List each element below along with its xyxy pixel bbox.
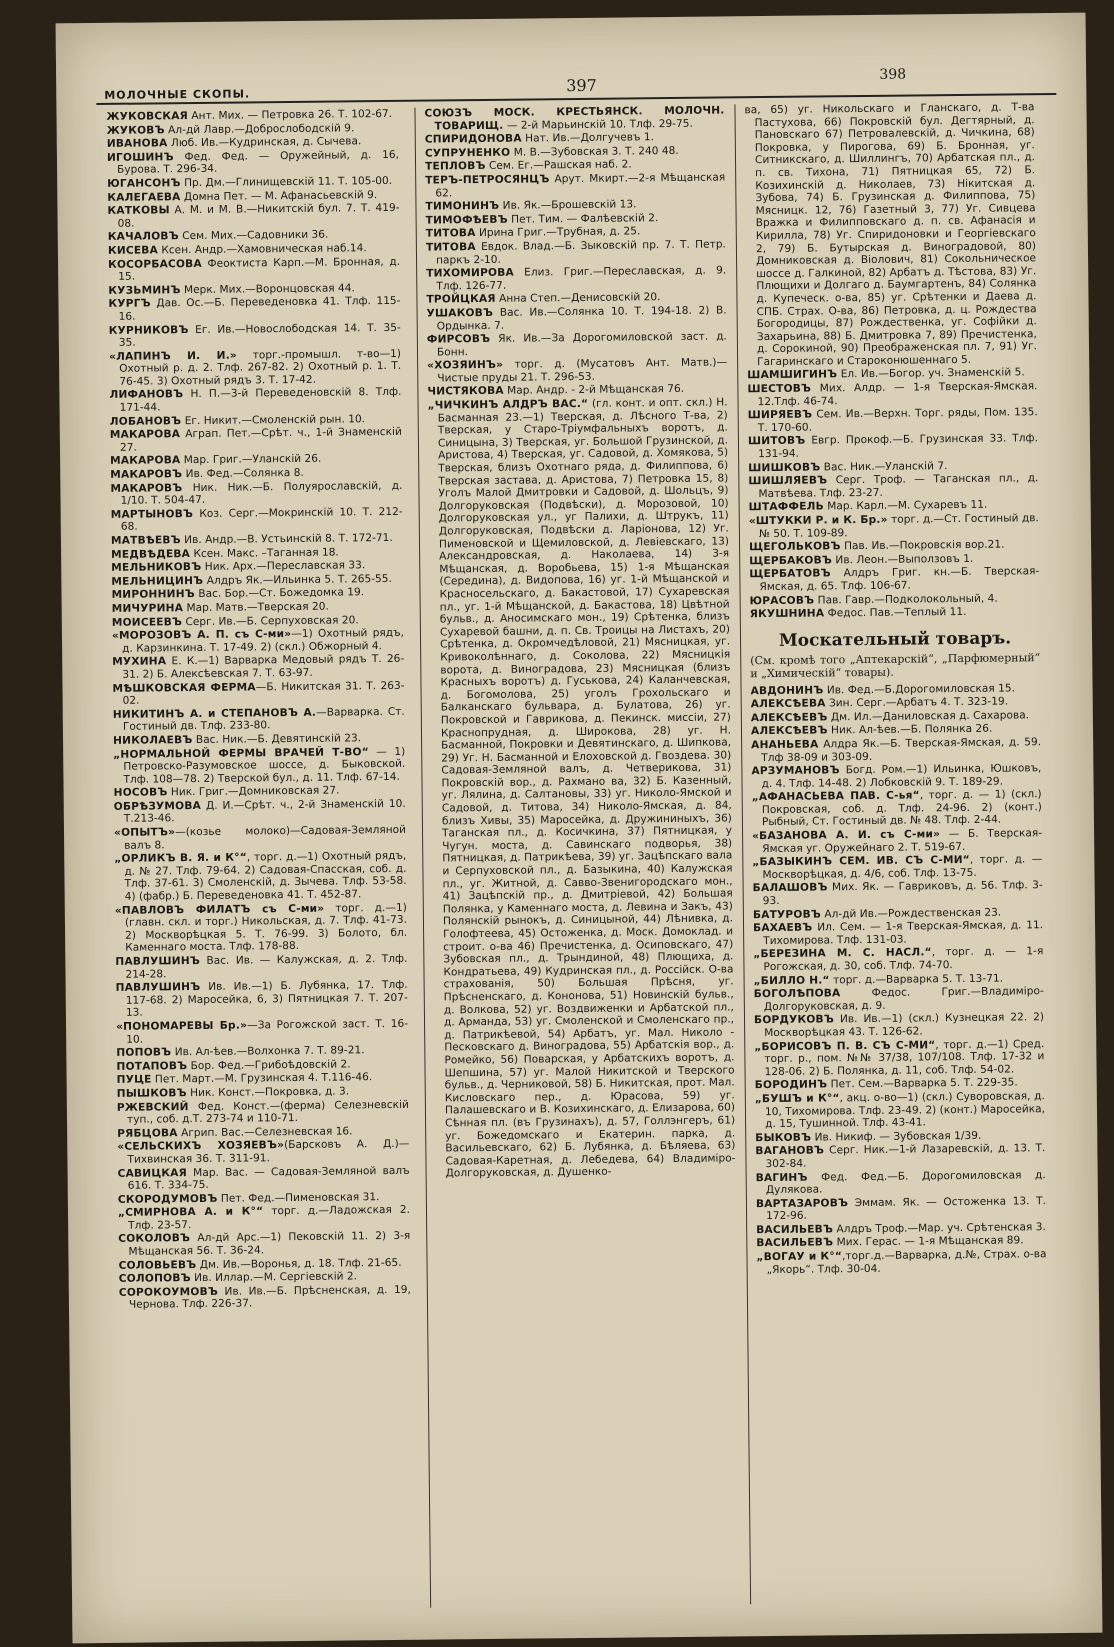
- entry-details: —Б. Никитская 31. Т. 263-02.: [122, 679, 405, 707]
- entry-name: ЖУКОВСКАЯ: [106, 110, 189, 123]
- entry-name: „ВОГАУ и К°“: [756, 1250, 843, 1264]
- entry-name: ЛИФАНОВЪ: [109, 388, 184, 402]
- directory-entry: [118, 1230, 410, 1258]
- entry-details: торг. д. (Мусатовъ Ант. Матв.)—Чистые пруды 21. Т. 296-53.: [437, 356, 728, 385]
- entry-name: КУРГЪ: [108, 297, 151, 311]
- entry-details: М. В.—Зубовская 3. Т. 240 48.: [510, 144, 679, 159]
- entry-details: Алдра Як.—Б. Тверская-Ямская, д. 59. Тлф 38-09 и 303-09.: [761, 736, 1042, 764]
- directory-entry: [109, 348, 401, 389]
- directory-column-3-continued: [744, 101, 1039, 621]
- entry-name: СОЛОПОВЪ: [118, 1272, 191, 1286]
- entry-details: Ив. Ал-ѣев.—Волхонка 7. Т. 89-21.: [171, 1044, 365, 1059]
- entry-name: „БИЛЛО Н.“: [753, 973, 830, 987]
- entry-details: Пет. Сем.—Варварка 5. Т. 229-35.: [827, 1076, 1018, 1091]
- entry-name: РЖЕВСКИЙ: [116, 1100, 189, 1114]
- entry-details: Богд. Ром.—1) Ильинка, Юшковъ, д. 4. Тлф. 14-48. 2) Лобковскій 9. Т. 189-29.: [761, 762, 1042, 790]
- entry-details: Ег. Ив.—Новослободская 14. Т. 35-35.: [118, 321, 401, 349]
- entry-name: ТИМОНИНЪ: [425, 199, 500, 213]
- entry-name: ПОТАПОВЪ: [116, 1059, 188, 1073]
- entry-details: Аграп. Пет.—Срѣт. ч., 1-й Знаменскій 27.: [119, 426, 402, 454]
- entry-details: —1) Охотный рядъ, д. Карзинкина. Т. 17-49. 2) (скл.) Обжорный 4.: [122, 626, 405, 655]
- entry-details: Пет. Март.—М. Грузинская 4. Т.116-46.: [151, 1071, 373, 1086]
- entry-name: «ОПЫТЪ»: [113, 826, 176, 839]
- entry-name: ЩЕГОЛЬКОВЪ: [749, 540, 841, 554]
- entry-name: КУЗЬМИНЪ: [108, 283, 181, 297]
- entry-name: «СЕЛЬСКИХЪ ХОЗЯЕВЪ»: [117, 1139, 285, 1154]
- directory-entry: [753, 946, 1043, 974]
- entry-name: МАРТЫНОВЪ: [110, 507, 194, 521]
- entry-details: Федос. Пав.—Теплый 11.: [824, 606, 967, 620]
- entry-name: БЫКОВЪ: [755, 1131, 812, 1144]
- entry-name: ОБРѢЗУМОВА: [113, 799, 202, 813]
- directory-entry: [114, 850, 407, 903]
- entry-details: Мар. Вас. — Садовая-Земляной валъ 616. Т. 334-75.: [127, 1164, 410, 1192]
- entry-name: «ХОЗЯИНЪ»: [427, 359, 504, 372]
- entry-name: БАЛАШОВЪ: [752, 881, 828, 895]
- entry-details: Ирина Григ.—Трубная, д. 25.: [475, 225, 641, 240]
- entry-name: „БОРИСОВЪ П. В. СЪ С-МИ“: [754, 1038, 936, 1053]
- entry-details: Ив. Ив.—1) (скл.) Кузнецкая 22. 2) Москворѣцкая 43. Т. 126-62.: [764, 1011, 1045, 1040]
- entry-details: Алдръ Григ. кн.—Б. Тверская-Ямская, д. 65. Тлф. 106-67.: [759, 565, 1040, 594]
- entry-name: СКОРОДУМОВЪ: [117, 1192, 218, 1206]
- entry-name: МѢШКОВСКАЯ ФЕРМА: [112, 680, 256, 695]
- directory-entry: [428, 396, 736, 1180]
- entry-name: МЕДВѢДЕВА: [111, 547, 191, 561]
- entry-name: САВИЦКАЯ: [117, 1166, 188, 1180]
- entry-name: «ПАВЛОВЪ ФИЛАТЪ съ С-ми»: [114, 902, 325, 917]
- entry-name: СОКОЛОВЪ: [118, 1232, 191, 1246]
- entry-name: „СМИРНОВА А. и К°“: [117, 1205, 264, 1220]
- directory-entry: [749, 512, 1039, 540]
- directory-entry: [118, 1164, 410, 1192]
- entry-details: Ив. Ив.—1) Б. Лубянка, 17. Тлф. 117-68. 2) Маросейка, 6, 3) Пятницкая 7. Т. 207-13.: [125, 978, 408, 1020]
- entry-details: , торг. д.—1) Охотный рядъ, д. № 27. Тлф. 79-64. 2) Садовая-Спасская, соб. д. Тлф. 37-61. 3) Смоленскій, д. Зычева. Тлф. 53-58. 4) (фабр.) Б. Переведеновка 41. Т. 452-87.: [124, 850, 407, 903]
- entry-name: КАЛЕГАЕВА: [107, 190, 181, 204]
- entry-details: — Б. Тверская-Ямская уг. Оружейнаго 2. Т. 519-67.: [762, 827, 1043, 855]
- entry-name: «ЛАПИНЪ И. И.»: [108, 349, 237, 363]
- entry-details: Вас. Ник.—Уланскій 7.: [820, 459, 948, 474]
- entry-name: ВАСИЛЬЕВЪ: [756, 1236, 834, 1250]
- directory-entry: [116, 1018, 408, 1046]
- entry-details: Ив. Фед.—Солянка 8.: [182, 466, 304, 481]
- entry-name: АЛЕКСѢЕВА: [750, 697, 826, 711]
- entry-details: Ив. Фед.—Б.Дорогомиловская 15.: [823, 681, 1016, 696]
- entry-name: КУРНИКОВЪ: [108, 323, 189, 337]
- entry-details: Ег. Никит.—Смоленскій рын. 10.: [181, 412, 366, 427]
- directory-entry: [114, 798, 406, 826]
- entry-details: Мар. Карл.—М. Сухаревъ 11.: [823, 499, 988, 513]
- entry-details: Ив. Андр.—В. Устьинскій 8. Т. 172-71.: [180, 531, 393, 547]
- directory-entry: [111, 506, 403, 534]
- directory-entry: [109, 321, 401, 349]
- entry-name: ТРОЙЦКАЯ: [426, 293, 496, 306]
- entry-details: торг. д.—Ст. Гостиный дв. № 50. Т. 109-89.: [758, 512, 1039, 540]
- entry-details: Ксен. Макс. –Таганная 18.: [189, 546, 339, 560]
- entry-name: ТИХОМИРОВА: [426, 266, 514, 280]
- directory-entry: [113, 706, 405, 734]
- entry-name: «ПОНОМАРЕВЫ Бр.»: [115, 1019, 248, 1033]
- entry-details: Агрип. Вас.—Селезневская 16.: [177, 1125, 353, 1139]
- entry-details: Д. И.—Срѣт. ч., 2-й Знаменскій 10. Т.213-46.: [123, 797, 406, 826]
- entry-name: ШАМШИГИНЪ: [747, 368, 838, 382]
- entry-name: „БАЗЫКИНЪ СЕМ. ИВ. СЪ С-МИ“: [752, 854, 970, 869]
- entry-name: ВАГАНОВЪ: [755, 1144, 825, 1158]
- entry-details: , торг. д. — 1) (скл.) Покровская, соб. д. Тлф. 24-96. 2) (конт.) Рыбный, Ст. Гостиный дв. № 48. Тлф. 2-44.: [761, 788, 1042, 829]
- entry-name: АЛЕКСѢЕВЪ: [750, 724, 828, 738]
- directory-entry: [426, 265, 726, 293]
- entry-name: ШИШКОВЪ: [748, 461, 821, 474]
- entry-name: ШИШЛЯЕВЪ: [748, 474, 828, 488]
- entry-details: Ив. Як.—Брошевскій 13.: [499, 198, 637, 212]
- entry-details: Фед. Фед.—Б. Дорогомиловская д. Дулякова.: [765, 1168, 1046, 1197]
- directory-entry: [753, 919, 1043, 947]
- directory-entry: [747, 380, 1037, 408]
- entry-details: А. М. и М. В.—Никитскій бул. 7. Т. 419-08.: [117, 202, 400, 230]
- entry-name: «МОРОЗОВЪ А. П. съ С-ми»: [111, 628, 292, 643]
- entry-name: МАКАРОВА: [109, 428, 181, 442]
- entry-details: торг. д.—Ладожская 2. Тлф. 23-57.: [128, 1204, 411, 1232]
- entry-name: „АФАНАСЬЕВА ПАВ. С-ья“: [751, 789, 920, 804]
- entry-details: Н. П.—3-й Переведеновскій 8. Тлф. 171-44.: [119, 386, 402, 414]
- entry-details: торг. д.—Варварка 5. Т. 13-71.: [829, 972, 1004, 986]
- entry-name: «ШТУККИ Р. и К. Бр.»: [748, 513, 888, 528]
- directory-entry: [751, 736, 1041, 764]
- entry-details: Мар. Григ.—Уланскій 26.: [180, 453, 322, 467]
- directory-entry: [427, 304, 727, 332]
- directory-entry: [114, 824, 406, 852]
- entry-details: —(козье молоко)—Садовая-Земляной валъ 8.: [124, 823, 407, 852]
- entry-details: Як. Ив.—За Дорогомиловской заст. д. Бонн.: [436, 330, 727, 359]
- entry-details: Мар. Матв.—Тверская 20.: [183, 600, 329, 615]
- entry-name: ИВАНОВА: [106, 137, 168, 151]
- directory-entry: [425, 171, 725, 199]
- entry-name: ПАВЛУШИНЪ: [115, 981, 201, 995]
- directory-entry: [749, 566, 1039, 594]
- directory-column-3: [744, 101, 1046, 1277]
- entry-name: ТЕПЛОВЪ: [425, 160, 486, 173]
- entry-details: Ив. Иллар.—М. Сергіевскій 2.: [190, 1270, 358, 1285]
- entry-name: МЕЛЬНИЦИНЪ: [111, 574, 204, 588]
- directory-entry: [752, 827, 1042, 855]
- entry-name: „ОРЛИКЪ В. Я. и К°“: [114, 851, 247, 866]
- directory-entry: [756, 1195, 1046, 1223]
- entry-name: ПЫШКОВЪ: [116, 1087, 187, 1100]
- entry-details: Алдръ Як.—Ильинка 5. Т. 265-55.: [203, 572, 392, 587]
- entry-details: Сем. Ив.—Верхн. Торг. ряды, Пом. 135. Т. 170-60.: [757, 406, 1038, 434]
- entry-details: Ник. Конст.—Покровка, д. 3.: [186, 1085, 350, 1100]
- entry-name: КАЧАЛОВЪ: [107, 230, 179, 244]
- entry-name: ШТАФФЕЛЬ: [748, 500, 824, 514]
- entry-details: Федос. Григ.—Владиміро-Долгоруковская, д. 9.: [763, 985, 1044, 1013]
- entry-details: Сем. Мих.—Садовники 36.: [178, 228, 329, 243]
- directory-column-2: [424, 104, 735, 1181]
- entry-name: КИСЕВА: [107, 244, 159, 257]
- entry-name: МАКАРОВА: [110, 454, 181, 468]
- entry-name: СОЛОВЬЕВЪ: [118, 1258, 197, 1272]
- entry-name: „НОРМАЛЬНОЙ ФЕРМЫ ВРАЧЕЙ Т-ВО“: [113, 745, 369, 761]
- entry-details: Ник. Григ.—Домниковская 27.: [167, 784, 340, 799]
- entry-name: ТИТОВА: [425, 240, 476, 254]
- directory-entry: [755, 1090, 1045, 1131]
- entry-details: Евдок. Влад.—Б. Зыковскій пр. 7. Т. Петр. паркъ 2-10.: [435, 238, 726, 266]
- entry-name: АЛЕКСѢЕВЪ: [750, 711, 828, 724]
- entry-name: ЖУКОВЪ: [106, 123, 165, 137]
- directory-entry: [112, 679, 404, 707]
- entry-name: ПУЦЕ: [116, 1073, 152, 1087]
- directory-entry: [116, 979, 408, 1020]
- directory-entry: [744, 101, 1037, 368]
- directory-entry: [110, 479, 402, 507]
- entry-name: ВАСИЛЬЕВЪ: [756, 1223, 834, 1237]
- entry-details: Мар. Андр. - 2-й Мѣщанская 76.: [503, 383, 685, 398]
- directory-entry: [110, 426, 402, 454]
- directory-entry: [750, 605, 1040, 621]
- entry-name: ТЕРЪ-ПЕТРОСЯНЦЪ: [425, 173, 550, 187]
- entry-details: — 2-й Марьинскій 10. Тлф. 29-75.: [503, 117, 693, 132]
- directory-entry: [748, 433, 1038, 461]
- running-head: МОЛОЧНЫЕ СКОПЫ.: [104, 87, 251, 102]
- entry-details: Мих. Алдр. — 1-я Тверская-Ямская. 12.Тлф. 46-74.: [757, 380, 1038, 408]
- entry-name: ЩЕРБАТОВЪ: [749, 567, 831, 581]
- directory-entry: [117, 1098, 409, 1126]
- directory-entry: [112, 627, 404, 655]
- entry-details: Алдръ Троф.—Мар. уч. Срѣтенская 3.: [833, 1221, 1046, 1236]
- entry-details: Серг. Троф. — Таганская пл., д. Матвѣева. Тлф. 23-27.: [758, 472, 1039, 500]
- entry-name: КАТКОВЫ: [107, 204, 170, 218]
- entry-name: ТИТОВА: [425, 227, 476, 240]
- directory-entry: [108, 295, 400, 323]
- entry-details: , торг. д. — 1-я Рогожская, д. 30, соб. Тлф. 74-70.: [763, 945, 1044, 974]
- entry-details: Ант. Мих. — Петровка 26. Т. 102-67.: [187, 107, 393, 123]
- directory-entry: [753, 880, 1043, 908]
- entry-name: ШИТОВЪ: [747, 435, 806, 448]
- entry-details: Ник. Ник.—Б. Полуярославскій, д. 1/10. Т. 504-47.: [120, 479, 403, 508]
- entry-name: БАХАЕВЪ: [752, 921, 813, 935]
- entry-name: РЯБЦОВА: [117, 1126, 178, 1140]
- entry-details: Эммам. Як. — Остоженка 13. Т. 172-96.: [766, 1194, 1046, 1223]
- directory-entry: [107, 202, 399, 230]
- entry-name: «БАЗАНОВА А. И. съ С-ми»: [752, 828, 941, 843]
- entry-details: Дм. Ил.—Даниловская д. Сахарова.: [827, 708, 1030, 724]
- directory-entry: [424, 104, 724, 132]
- entry-details: Пав. Ив.—Покровскія вор.21.: [840, 538, 1005, 553]
- entry-name: ЯКУШНИНА: [749, 607, 825, 621]
- entry-name: МОИСЕЕВЪ: [111, 615, 183, 629]
- entry-name: БАТУРОВЪ: [752, 908, 822, 921]
- entry-details: Ник. Ал-ѣев.—Б. Полянка 26.: [827, 722, 993, 737]
- directory-entry: [426, 238, 726, 266]
- entry-name: МАТВѢЕВЪ: [110, 534, 181, 547]
- entry-name: МАКАРОВЪ: [110, 468, 183, 481]
- directory-column-1: [106, 108, 411, 1313]
- directory-entry: [107, 149, 399, 177]
- entry-details: Ник. Арх.—Переславская 33.: [201, 559, 366, 574]
- entry-details: Ив. Никиф. — Зубовская 1/39.: [811, 1129, 982, 1144]
- entry-name: ТИМОФѢЕВЪ: [425, 213, 508, 227]
- entry-details: —Варварка. Ст. Гостиный дв. Тлф. 233-80.: [122, 705, 405, 734]
- entry-details: Фед. Конст.—(ферма) Селезневскій туп., соб. д.Т. 273-74 и 110-71.: [126, 1098, 409, 1126]
- entry-name: ЛОБАНОВЪ: [109, 414, 182, 428]
- entry-details: Бор. Фед.—Грибоѣдовскій 2.: [187, 1058, 351, 1072]
- entry-name: ЩЕРБАКОВЪ: [749, 554, 833, 567]
- entry-details: Ел. Ив.—Богор. уч. Знаменскій 5.: [837, 366, 1025, 381]
- entry-details: Пр. Дм.—Глинищевскій 11. Т. 105-00.: [180, 174, 393, 190]
- entry-details: Ив. Ив.—Б. Прѣсненская, д. 19, Чернова. Тлф. 226-37.: [128, 1283, 411, 1312]
- entry-details: Евгр. Прокоф.—Б. Грузинская 33. Тлф. 131-94.: [758, 432, 1039, 461]
- entry-details: Вас. Ив. — Калужская, д. 2. Тлф. 214-28.: [125, 952, 408, 981]
- entry-name: КОСОРБАСОВА: [108, 257, 202, 271]
- entry-name: ШЕСТОВЪ: [747, 382, 812, 396]
- entry-details: Ил. Сем. — 1-я Тверская-Ямская, д. 11. Тихомирова. Тлф. 131-03.: [763, 919, 1044, 947]
- entry-name: „БУШЪ и К°“: [754, 1092, 840, 1106]
- entry-name: ИГОШИНЪ: [106, 150, 174, 164]
- entry-details: Мих. Герас. — 1-я Мѣщанская 89.: [833, 1234, 1024, 1249]
- directory-entry: [119, 1284, 411, 1312]
- entry-name: ПОПОВЪ: [116, 1046, 172, 1060]
- entry-details: Е. К.—1) Варварка Медовый рядъ Т. 26-31. 2) Б. Алексѣевская 7. Т. 63-97.: [122, 653, 405, 681]
- entry-details: (Барсковъ А. Д.)—Тихвинская 36. Т. 311-91.: [127, 1138, 410, 1166]
- entry-details: Анна Степ.—Денисовскій 20.: [495, 291, 661, 306]
- directory-entry: [754, 985, 1044, 1013]
- entry-details: Мих. Як. — Гавриковъ, д. 56. Тлф. 3-93.: [762, 879, 1043, 908]
- entry-details: ва, 65) уг. Никольскаго и Гланскаго, д. Т-ва Пастухова, 66) Покровскій бул. Дегтярный, д. Пановскаго 67) Петровалевскій, д. Чичкина, 68) Покровка, у Пирогова, 69) Б. Бронная, уг. Ситникскаго, д. Шиллингъ, 70) Арбатская пл., д. п. св. Тихона, 71) Пятницкая 65, 72) Б. Козихинскій д. Николаев, 73) Нікитская д. Зубова, 74) Б. Грузинская д. Филиппова, 75) Мясницк. 12, 76) Газетный 3, 77) Уг. Сивцева Вражка и Филипповскаго д. п. св. Афанасія и Кирилла, 78) Уг. Спиридоновки и Георгіевскаго 2, 79) Б. Бутырская д. Виноградовой, 80) Домниковская д. Віолович, 81) Сокольническое шоссе д. Галкиной, 82) Арбатъ д. Тѣстова, 83) Уг. Плющихи и Долгаго д. Баумгартенъ, 84) Солянка д. Купеческ. о-ва, 85) уг. Срѣтенки и Даева д. СПБ. Страх. О-ва, 86) Петровка, д. ц. Рождества Богородицы, 87) Рождественка, уг. Софійки д. Захарьина, 88) Б. Дмитровка 7, 89) Пречистенка, д. Сорокиной, 90) Преображенская пл. 7, 91) Уг. Гагаринскаго и Староконюшеннаго 5.: [744, 101, 1038, 368]
- entry-details: Пет. Фед.—Пименовская 31.: [217, 1190, 380, 1205]
- entry-details: ,торг.д.—Варварка, д.№, Страх. о-ва „Якорь“. Тлф. 30-04.: [766, 1248, 1047, 1276]
- directory-entry: [112, 653, 404, 681]
- entry-details: Дав. Ос.—Б. Переведеновка 41. Тлф. 115-16.: [118, 295, 401, 323]
- section-entries: [751, 682, 1047, 1277]
- entry-name: НОСОВЪ: [113, 786, 168, 800]
- entry-name: АВДОНИНЪ: [750, 683, 824, 697]
- entry-name: ЮГАНСОНЪ: [107, 177, 181, 190]
- entry-details: Ал-дй Арс.—1) Пековскій 11. 2) 3-я Мѣщанская 56. Т. 36-24.: [128, 1230, 411, 1258]
- section-title: Москательный товаръ.: [778, 628, 1012, 651]
- entry-details: Дм. Ив.—Воронья, д. 18. Тлф. 21-65.: [196, 1256, 402, 1271]
- entry-name: „ЧИЧКИНЪ АЛДРЪ ВАС.“: [427, 397, 589, 412]
- page-number-right: 398: [879, 66, 907, 83]
- directory-entry: [115, 953, 407, 981]
- entry-name: СУПРУНЕНКО: [424, 146, 511, 160]
- directory-entry: [751, 762, 1041, 790]
- directory-entry: [756, 1169, 1046, 1197]
- entry-name: СПИРИДОНОВА: [424, 132, 522, 146]
- page-number-left: 397: [566, 75, 597, 96]
- entry-name: СОРОКОУМОВЪ: [118, 1285, 219, 1299]
- directory-entry: [115, 901, 408, 954]
- section-note: (См. кромѣ того „Аптекарскій“, „Парфюмерный“ и „Химическій“ товары).: [750, 651, 1041, 681]
- entry-name: АРЗУМАНОВЪ: [751, 764, 840, 778]
- entry-details: Феоктиста Карп.—М. Бронная, д. 15.: [118, 255, 401, 283]
- entry-details: Люб. Ив.—Кудринская, д. Сычева.: [167, 135, 362, 150]
- entry-details: Зин. Серг.—Арбатъ 4. Т. 323-19.: [825, 695, 1009, 710]
- entry-details: Мерк. Мих.—Воронцовская 44.: [180, 282, 355, 296]
- directory-entry: [117, 1138, 409, 1166]
- directory-entry: [754, 1012, 1044, 1040]
- entry-details: Ив. Леон.—Выползовъ 1.: [831, 552, 974, 567]
- book-page-spread: [56, 13, 1103, 1644]
- entry-details: , торг. д.—1) Сред. торг. р., пом. №№ 37/38, 107/108. Тлф. 17-32 и 128-06. 2) Б. Полянка, д. 11, соб. Тлф. 54-02.: [764, 1037, 1045, 1078]
- entry-name: БОРДУКОВЪ: [753, 1013, 835, 1027]
- entry-details: Ал-дй Лавр.—Доброслободскій 9.: [164, 121, 355, 136]
- entry-name: „БЕРЕЗИНА М. С. НАСЛ.“: [753, 946, 932, 961]
- entry-details: Пав. Гавр.—Подколокольный, 4.: [814, 592, 998, 607]
- entry-details: Пет. Тим. — Фалѣевскій 2.: [507, 211, 659, 226]
- entry-name: ВАРТАЗАРОВЪ: [755, 1196, 849, 1210]
- entry-details: Елиз. Григ.—Переславская, д. 9. Тлф. 126-77.: [436, 264, 727, 293]
- entry-details: , акц. о-во—1) (скл.) Суворовская, д. 10, Тихомирова. Тлф. 23-49. 2) (конт.) Маросейка, д. 15, Тушинной. Тлф. 43-41.: [764, 1090, 1046, 1131]
- entry-name: НИКИТИНЪ А. и СТЕПАНОВЪ А.: [112, 706, 317, 721]
- entry-details: Арут. Мкирт.—2-я Мѣщанская 62.: [435, 171, 726, 200]
- directory-entry: [754, 1038, 1044, 1079]
- entry-name: ШИРЯЕВЪ: [747, 408, 813, 422]
- entry-details: Сем. Ег.—Рашская наб. 2.: [485, 158, 632, 173]
- entry-name: ВАГИНЪ: [755, 1171, 808, 1184]
- directory-entry: [752, 788, 1042, 829]
- entry-name: БОРОДИНЪ: [754, 1078, 828, 1092]
- page-header: [96, 65, 1056, 105]
- entry-details: Коз. Серг.—Мокринскій 10. Т. 212-68.: [120, 505, 403, 534]
- entry-name: СОЮЗЪ МОСК. КРЕСТЬЯНСК. МОЛОЧН. ТОВАРИЩ.: [424, 104, 725, 133]
- entry-details: Вас. Ник.—Б. Девятинскій 23.: [192, 732, 362, 746]
- entry-details: Серг. Ник.—1-й Лазаревскій, д. 13. Т. 302-84.: [765, 1142, 1046, 1170]
- entry-details: Домна Пет. — М. Афанасьевскій 9.: [180, 188, 378, 203]
- directory-entry: [748, 406, 1038, 434]
- entry-name: МИРОННИНЪ: [111, 588, 196, 602]
- directory-entry: [752, 853, 1042, 881]
- entry-details: Вас. Бор.—Ст. Божедомка 19.: [194, 586, 365, 601]
- directory-entry: [113, 745, 405, 786]
- entry-name: АНАНЬЕВА: [751, 738, 819, 752]
- directory-entry: [755, 1142, 1045, 1170]
- directory-entry: [118, 1204, 410, 1232]
- entry-details: Фед. Фед. — Оружейный, д. 16, Бурова. Т. 296-34.: [117, 148, 400, 177]
- entry-details: Нат. Ив.—Долгучевъ 1.: [521, 131, 654, 145]
- entry-details: торг.-промышл. т-во—1) Охотный р. д. 2. Тлф. 267-82. 2) Охотный р. 1. Т. 76-45. 3) Охотный рядъ 3. Т. 17-42.: [119, 347, 402, 388]
- entry-name: МЕЛЬНИКОВЪ: [111, 561, 202, 575]
- entry-name: НИКОЛАЕВЪ: [112, 733, 193, 747]
- directory-entry: [427, 357, 727, 385]
- directory-entry: [427, 331, 727, 359]
- directory-entry: [108, 255, 400, 283]
- entry-name: УШАКОВЪ: [426, 306, 494, 320]
- entry-details: Ал-дй Ив.—Рождественская 23.: [820, 906, 1002, 921]
- directory-entry: [109, 386, 401, 414]
- entry-name: МУХИНА: [112, 655, 167, 669]
- directory-entry: [756, 1248, 1046, 1276]
- entry-name: МАКАРОВЪ: [110, 481, 183, 495]
- entry-details: , торг. д. —Москворѣцкая, д. 4/6, соб. Тлф. 13-75.: [762, 853, 1043, 881]
- entry-details: (гл. конт. и опт. скл.) Н. Басманная 23.—1) Тверская, д. Лѣсного Т-ва, 2) Тверская, у Старо-Тріумфальныхъ воротъ, д. Синицына, 3) Тверская, уг. Большой Грузинской, д. Аристова, 4) Тверская, уг. Садовой, д. Хомякова, 5) Тверская, близъ Охотнаго ряда, д. Филиппова, 6) Тверская застава, д. Аристова, 7) Петровка 15, 8) Уголъ Малой Дмитровки и Садовой, д. Шольцъ, 9) Долгоруковская (Подвѣски), д. Морозовой, 10) Долгоруковская ул., уг Палихи, д. Штрукъ, 11) Долгоруковская, Подвѣски д. Ларіонова, 12) Уг. Пименовской и Щемиловской, д. Левіевскаго, 13) Александровская, д. Наколаева, 14) 3-я Мѣщанская, д. Воробьева, 15) 1-я Мѣщанская (Середина), д. Видопова, 16) уг. 1-й Мѣщанской и Красносельскаго, д. Бакастовой, 17) Сухаревская пл., уг. 1-й Мѣщанской, д. Бакастова, 18) Цвѣтной бульв., д. Аносимскаго мон., 19) Срѣтенка, близъ Сухаревой башни, д. п. Св. Троицы на Листахъ, 20) Срѣтенка, д. Окромчедѣловой, 21) Мясницкая, уг. Кривоколѣннаго, д. Соколова, 22) Мясницкія ворота, д. Виноградова, 23) Мясницкая (близъ Красныхъ воротъ) д. Гуськова, 24) Каланчевская, д. Богомолова, 25) уголъ Грохольскаго и Балканскаго бульвара, д. Булатова, 26) уг. Покровской и Гавриковa, д. Пекинск. миссіи, 27) Краснопрудная, д. Широкова, 28) уг. Н. Басманной, Покровки и Девятинскаго, д. Шипкова, 29) Уг. Н. Басманной и Елоховской д. Гвоздева. 30) Садовая-Земляной валъ, д. Четверикова, 31) Покровскій вор., д. Рахмано ва, 32) Б. Казенный, уг. Лялина, д. Салтановы, 33) уг. Николо-Ямской и Садовой, д. Титова, 34) Николо-Ямская, д. 84, близъ Хивы, 35) Маросейка, д. Дружининыхъ, 36) Таганская пл., д. Косичкина, 37) Пятницкая, у Чугун. моста, д. Савинскаго подворья, 38) Пятницкая, д. Патрикѣева, 39) уг. Зацѣпскаго вала и Серпуховской пл., д. Базыкина, 40) Калужская пл., уг. Житной, д. Саввo-Звенигородскаго мон., 41) Зацѣпскій пр., д. Дмитріевой, 42) Большая Полянка, у Каменнаго моста, д. Левина и Закъ, 43) Полянскій рынокъ, д. Синицыной, 44) Лѣнивка, д. Голофтеева, 45) Остоженка, д. Моск. Домоклад. и строит. о-ва 46) Пречистенка, д. Осиповскаго, 47) Зубовская пл., д. Трындиной, 48) Плющиха, д. Кондратьева, 49) Кудринская пл., д. Россійск. О-ва страхованія, 50) Большая Прѣсня, уг. Прѣсненскаго, д. Кононова, 51) Новинскій бульв., д. Волкова, 52) уг. Воздвиженки и Арбатской пл., д. Арманда, 53) уг. Смоленской и Смоленскаго пр., д. Патрикѣевой, 54) Арбатъ, уг. Мал. Николо - Песковскаго д. Виноградова, 55) Арбатскія вор., д. Ромейко, 56) Поварская, у Арбатскихъ воротъ, д. Шепшина, 57) уг. Малой Никитской и Тверского бульв., д. Черниковой, 58) Б. Никитская, прот. Мал. Кисловскаго пер., д. Юрасова, 59) уг. Палашевскаго и В. Козихинскаго, д. Елизарова, 60) Сѣнная пл. (въ Грузинахъ), д. 57, Голлэнгеръ, 61) уг. Божедомскаго и Екатерин. парка, д. Васильевскаго, 62) Б. Лубянка, д. Бѣляева, 63) Садовая-Каретная, д. Лебедева, 64) Владиміро-Долгоруковская, д. Душенко-: [437, 396, 736, 1180]
- entry-details: —За Рогожской заст. Т. 16-10.: [126, 1017, 409, 1046]
- entry-details: Серг. Ив.—Б. Серпуховская 20.: [182, 613, 359, 628]
- entry-details: — 1) Петровско-Разумовское шоссе, д. Быковской. Тлф. 108—78. 2) Тверской бул., д. 11. Тлф. 67-14.: [123, 745, 406, 786]
- entry-details: Вас. Ив.—Солянка 10. Т. 194-18. 2) В. Ордынка. 7.: [436, 304, 727, 332]
- entry-name: МИЧУРИНА: [111, 602, 184, 615]
- entry-details: Ксен. Андр.—Хамовническая наб.14.: [157, 242, 367, 257]
- entry-name: ПАВЛУШИНЪ: [115, 954, 201, 968]
- entry-name: ЧИСТЯКОВА: [427, 385, 504, 399]
- entry-details: торг. д.—1) (главн. скл. и торг.) Никольская, д. 7. Тлф. 41-73. 2) Москворѣцкая 5. Т. 76-99. 3) Болото, бл. Каменнаго моста. Тлф. 178-88.: [124, 901, 408, 955]
- entry-name: БОГОЛѢПОВА: [753, 987, 841, 1001]
- directory-entry: [748, 472, 1038, 500]
- entry-name: ЮРАСОВЪ: [749, 594, 815, 607]
- entry-name: ФИРСОВЪ: [426, 332, 491, 346]
